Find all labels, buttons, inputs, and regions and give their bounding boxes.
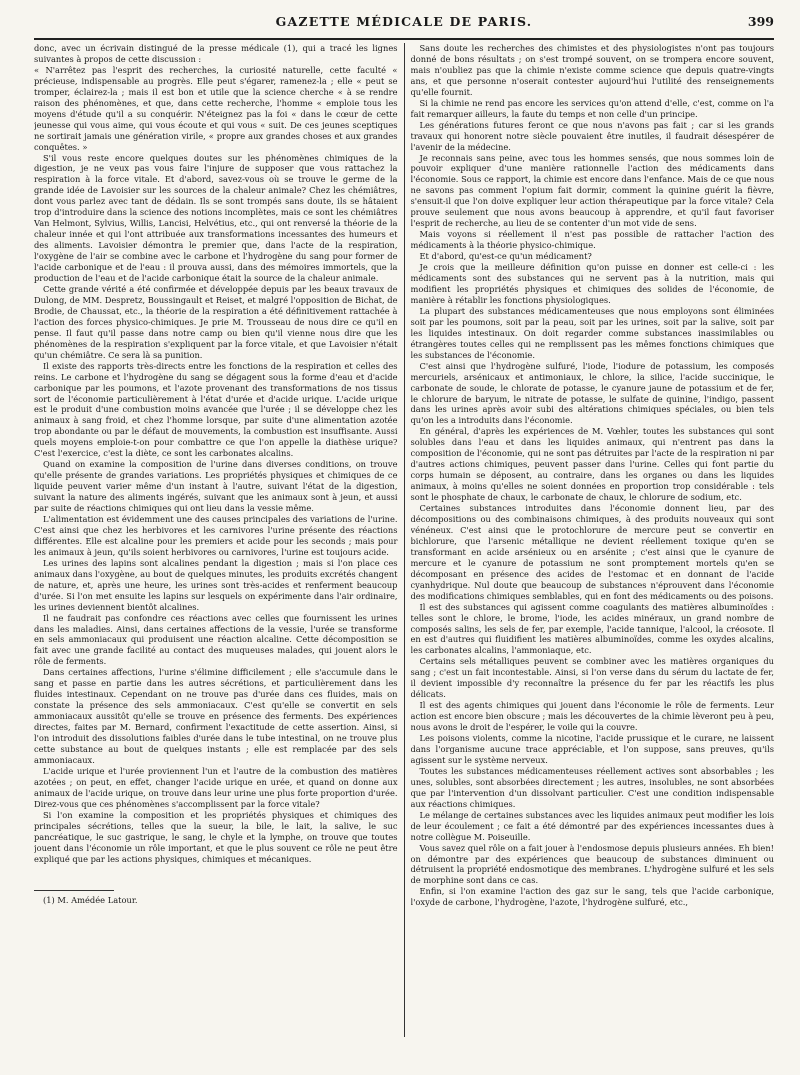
- paragraph: Je reconnais sans peine, avec tous les hommes sensés, que nous sommes loin de pouvoir expliquer d'une manière rationnelle l'action des médicaments dans l'économie. Sous ce rapport, la chimie est encore dans l'enfance. Mais de ce que nous ne savons pas comment l'opium fait dormir, comment la quinine guérit la fièvre, s'ensuit-il que l'on doive expliquer leur action thérapeutique par la force vitale? Cela prouve seulement que nous avons beaucoup à apprendre, et qu'il faut favoriser l'esprit de recherche, au lieu de se contenter d'un mot vide de sens.: [410, 152, 774, 229]
- paragraph: Mais voyons si réellement il n'est pas possible de rattacher l'action des médicaments à la théorie physico-chimique.: [410, 229, 774, 251]
- paragraph: Les urines des lapins sont alcalines pendant la digestion ; mais si l'on place ces animaux dans l'oxygène, au bout de quelques minutes, les produits excrétés changent de nature, et, après une heure, les urines sont très-acides et renferment beaucoup d'urée. Si l'on met ensuite les lapins sur lesquels on expérimente dans l'air ordinaire, les urines deviennent bientôt alcalines.: [34, 557, 398, 612]
- paragraph: Il ne faudrait pas confondre ces réactions avec celles que fournissent les urines dans les maladies. Ainsi, dans certaines affections de la vessie, l'urée se transforme en sels ammoniacaux qui produisent une réaction alcaline. Cette décomposition se fait avec une grande facilité au contact des muqueuses malades, qui jouent alors le rôle de ferments.: [34, 612, 398, 667]
- paragraph: Il existe des rapports très-directs entre les fonctions de la respiration et celles des reins. Le carbone et l'hydrogène du sang se dégagent sous la forme d'eau et d'acide carbonique par les poumons, et l'azote provenant des transformations de nos tissus sort de l'économie particulièrement à l'état d'urée et d'acide urique. L'acide urique est le produit d'une combustion moins avancée que l'urée ; il se développe chez les animaux à sang froid, et chez l'homme lorsque, par suite d'une alimentation azotée trop abondante ou par le défaut de mouvements, la combustion est insuffisante. Aussi quels moyens emploie-t-on pour combattre ce que l'on appelle la diathèse urique? C'est l'exercice, c'est la diète, ce sont les carbonates alcalins.: [34, 360, 398, 459]
- paragraph: Les poisons violents, comme la nicotine, l'acide prussique et le curare, ne laissent dans l'organisme aucune trace appréciable, et l'on suppose, sans preuves, qu'ils agissent sur le système nerveux.: [410, 733, 774, 765]
- paragraph: Je crois que la meilleure définition qu'on puisse en donner est celle-ci : les médicaments sont des substances qui ne servent pas à la nutrition, mais qui modifient les propriétés physiques et chimiques des solides de l'économie, de manière à rétablir les fonctions physiologiques.: [410, 262, 774, 305]
- paragraph: Enfin, si l'on examine l'action des gaz sur le sang, tels que l'acide carbonique, l'oxyde de carbone, l'hydrogène, l'azote, l'hydrogène sulfuré, etc.,: [410, 886, 774, 908]
- paragraph: La plupart des substances médicamenteuses que nous employons sont éliminées soit par les poumons, soit par la peau, soit par les urines, soit par la salive, soit par les liquides intestinaux. On doit regarder comme substances inassimilables ou étrangères toutes celles qui ne remplissent pas les mêmes fonctions chimiques que les substances de l'économie.: [410, 305, 774, 360]
- journal-title: GAZETTE MÉDICALE DE PARIS.: [275, 14, 533, 29]
- paragraph: Il est des substances qui agissent comme coagulants des matières albuminoïdes : telles sont le chlore, le brome, l'iode, les acides minéraux, un grand nombre de composés salins, les sels de fer, par exemple, l'acide tannique, l'alcool, la créosote. Il en est d'autres qui fluidifient les matières albuminoïdes, comme les oxydes alcalins, les carbonates alcalins, l'ammoniaque, etc.: [410, 601, 774, 656]
- paragraph: L'alimentation est évidemment une des causes principales des variations de l'urine. C'est ainsi que chez les herbivores et les carnivores l'urine présente des réactions différentes. Elle est alcaline pour les premiers et acide pour les seconds ; mais pour les animaux à jeun, qu'ils soient herbivores ou carnivores, l'urine est toujours acide.: [34, 513, 398, 557]
- footnote: (1) M. Amédée Latour.: [43, 895, 138, 906]
- paragraph: Les générations futures feront ce que nous n'avons pas fait ; car si les grands travaux qui honorent notre siècle pouvaient être inutiles, il faudrait désespérer de l'avenir de la médecine.: [410, 119, 774, 152]
- left-column: [34, 43, 398, 1037]
- paragraph: S'il vous reste encore quelques doutes sur les phénomènes chimiques de la digestion, je ne veux pas vous faire l'injure de supposer que vous rattachez la respiration à la force vitale. Et d'abord, savez-vous où se trouve le germe de la grande idée de Lavoisier sur les sources de la chaleur animale? Chez les chémiâtres, dont vous parlez avec tant de dédain. Ils se sont trompés sans doute, ils se hâtaient trop d'introduire dans la science des notions incomplètes, mais ce sont les chémiâtres Van Helmont, Sylvius, Willis, Lancisi, Helvétius, etc., qui ont renversé la théorie de la chaleur innée et qui l'ont attribuée aux transformations incessantes des humeurs et des aliments. Lavoisier démontra le premier que, dans l'acte de la respiration, l'oxygène de l'air se combine avec le carbone et l'hydrogène du sang pour former de l'acide carbonique et de l'eau : il prouva aussi, dans des mémoires immortels, que la production de l'eau et de l'acide carbonique était la source de la chaleur animale.: [34, 152, 398, 284]
- paragraph: Si la chimie ne rend pas encore les services qu'on attend d'elle, c'est, comme on l'a fait remarquer ailleurs, la faute du temps et non celle d'un principe.: [410, 97, 774, 119]
- header-rule: [34, 38, 774, 40]
- paragraph: Dans certaines affections, l'urine s'élimine difficilement ; elle s'accumule dans le sang et passe en partie dans les autres sécrétions, et particulièrement dans les fluides intestinaux. Cependant on ne trouve pas d'urée dans ces fluides, mais on constate la présence des sels ammoniacaux. C'est qu'elle se convertit en sels ammoniacaux aussitôt qu'elle se trouve en présence des ferments. Des expériences directes, faites par M. Bernard, confirment l'exactitude de cette assertion. Ainsi, si l'on introduit des dissolutions faibles d'urée dans le tube intestinal, on ne trouve plus cette substance au bout de quelques instants ; elle est remplacée par des sels ammoniacaux.: [34, 667, 398, 765]
- page-header: [34, 14, 774, 36]
- paragraph: donc, avec un écrivain distingué de la presse médicale (1), qui a tracé les lignes suivantes à propos de cette discussion :: [34, 43, 398, 64]
- paragraph: Certaines substances introduites dans l'économie donnent lieu, par des décompositions ou des combinaisons chimiques, à des produits nouveaux qui sont vénéneux. C'est ainsi que le protochlorure de mercure peut se convertir en bichlorure, que l'arsenic métallique ne devient réellement toxique qu'en se transformant en acide arsénieux ou en arsénite ; c'est ainsi que le cyanure de mercure et le cyanure de potassium ne sont promptement mortels qu'en se décomposant en présence des acides de l'estomac et en donnant de l'acide cyanhydrique. Nul doute que beaucoup de substances n'éprouvent dans l'économie des modifications chimiques semblables, qui en font des médicaments ou des poisons.: [410, 503, 774, 601]
- footnote-rule: [34, 890, 114, 891]
- paragraph: Le mélange de certaines substances avec les liquides animaux peut modifier les lois de leur écoulement ; ce fait a été démontré par des expériences incessantes dues à notre collègue M. Poiseuille.: [410, 809, 774, 842]
- text-columns: [34, 43, 774, 1037]
- paragraph: Si l'on examine la composition et les propriétés physiques et chimiques des principales sécrétions, telles que la sueur, la bile, le lait, la salive, le suc pancréatique, le suc gastrique, le sang, le chyle et la lymphe, on trouve que toutes jouent dans l'économie un rôle important, et que le plus souvent ce rôle ne peut être expliqué que par les actions physiques, chimiques et mécaniques.: [34, 809, 398, 864]
- quotation: « N'arrêtez pas l'esprit des recherches, la curiosité naturelle, cette faculté « précieuse, indispensable au progrès. Elle peut s'égarer, ramenez-la ; elle « peut se tromper, éclairez-la ; mais il est bon et utile que la science cherche « à se rendre raison des phénomènes, et que, dans cette recherche, l'homme « emploie tous les moyens d'étude qu'il a su conquérir. N'éteignez pas la foi « dans le cœur de cette jeunesse qui vous aime, qui vous écoute et qui vous « suit. De ces jeunes sceptiques ne sortirait jamais une génération virile, « propre aux grandes choses et aux grandes conquêtes. »: [34, 64, 398, 152]
- page-number: 399: [747, 14, 774, 29]
- paragraph: Il est des agents chimiques qui jouent dans l'économie le rôle de ferments. Leur action est encore bien obscure ; mais les découvertes de la chimie lèveront peu à peu, nous avons le droit de l'espérer, le voile qui la couvre.: [410, 700, 774, 733]
- paragraph: Et d'abord, qu'est-ce qu'un médicament?: [419, 251, 592, 262]
- paragraph: En général, d'après les expériences de M. Vœhler, toutes les substances qui sont solubles dans l'eau et dans les liquides animaux, qui n'entrent pas dans la composition de l'économie, qui ne sont pas détruites par l'acte de la respiration ni par d'autres actions chimiques, peuvent passer dans l'urine. Celles qui font partie du corps humain se déposent, au contraire, dans les organes ou dans les liquides animaux, à moins qu'elles ne soient données en proportion trop considérable : tels sont le phosphate de chaux, le carbonate de chaux, le chlorure de sodium, etc.: [410, 426, 774, 503]
- paragraph: L'acide urique et l'urée proviennent l'un et l'autre de la combustion des matières azotées ; on peut, en effet, changer l'acide urique en urée, et quand on donne aux animaux de l'acide urique, on trouve dans leur urine une plus forte proportion d'urée. Direz-vous que ces phénomènes s'accomplissent par la force vitale?: [34, 765, 398, 809]
- paragraph: Toutes les substances médicamenteuses réellement actives sont absorbables ; les unes, solubles, sont absorbées directement ; les autres, insolubles, ne sont absorbées que par l'intervention d'un dissolvant particulier. C'est une condition indispensable aux réactions chimiques.: [410, 765, 774, 809]
- paragraph: Quand on examine la composition de l'urine dans diverses conditions, on trouve qu'elle présente de grandes variations. Les propriétés physiques et chimiques de ce liquide peuvent varier même d'un instant à l'autre, suivant l'état de la digestion, suivant la nature des aliments ingérés, suivant que les animaux sont à jeun, et aussi par suite de réactions chimiques qui ont lieu dans la vessie même.: [34, 459, 398, 514]
- paragraph: Cette grande vérité a été confirmée et développée depuis par les beaux travaux de Dulong, de MM. Despretz, Boussingault et Reiset, et malgré l'opposition de Bichat, de Brodie, de Chaussat, etc., la théorie de la respiration a été définitivement rattachée à l'action des forces physico-chimiques. Je prie M. Trousseau de nous dire ce qu'il en pense. Il faut qu'il passe dans notre camp ou bien qu'il vienne nous dire que les phénomènes de la respiration s'expliquent par la force vitale, et que Lavoisier n'était qu'un chémiâtre. Ce sera là sa punition.: [34, 283, 398, 360]
- paragraph: Certains sels métalliques peuvent se combiner avec les matières organiques du sang ; c'est un fait incontestable. Ainsi, si l'on verse dans du sérum du lactate de fer, il devient impossible d'y reconnaître la présence du fer par les réactifs les plus délicats.: [410, 656, 774, 700]
- paragraph: Sans doute les recherches des chimistes et des physiologistes n'ont pas toujours donné de bons résultats ; on s'est trompé souvent, on se trompera encore souvent, mais n'oubliez pas que la chimie n'existe comme science que depuis quatre-vingts ans, et que personne n'oserait contester aujourd'hui l'utilité des renseignements qu'elle fournit.: [410, 43, 774, 97]
- paragraph: Vous savez quel rôle on a fait jouer à l'endosmose depuis plusieurs années. Eh bien! on démontre par des expériences que beaucoup de substances diminuent ou détruisent la propriété endosmotique des membranes. L'hydrogène sulfuré et les sels de morphine sont dans ce cas.: [410, 842, 774, 886]
- paragraph: C'est ainsi que l'hydrogène sulfuré, l'iode, l'iodure de potassium, les composés mercuriels, arsénicaux et antimoniaux, le chlore, la silice, l'acide succinique, le carbonate de soude, le chlorate de potasse, le cyanure jaune de potassium et de fer, le chlorure de baryum, le nitrate de potasse, le sulfate de quinine, l'indigo, passent dans les urines après avoir subi des altérations chimiques spéciales, ou bien tels qu'on les a introduits dans l'économie.: [410, 360, 774, 426]
- right-column: [411, 43, 775, 1037]
- column-divider: [404, 43, 405, 1037]
